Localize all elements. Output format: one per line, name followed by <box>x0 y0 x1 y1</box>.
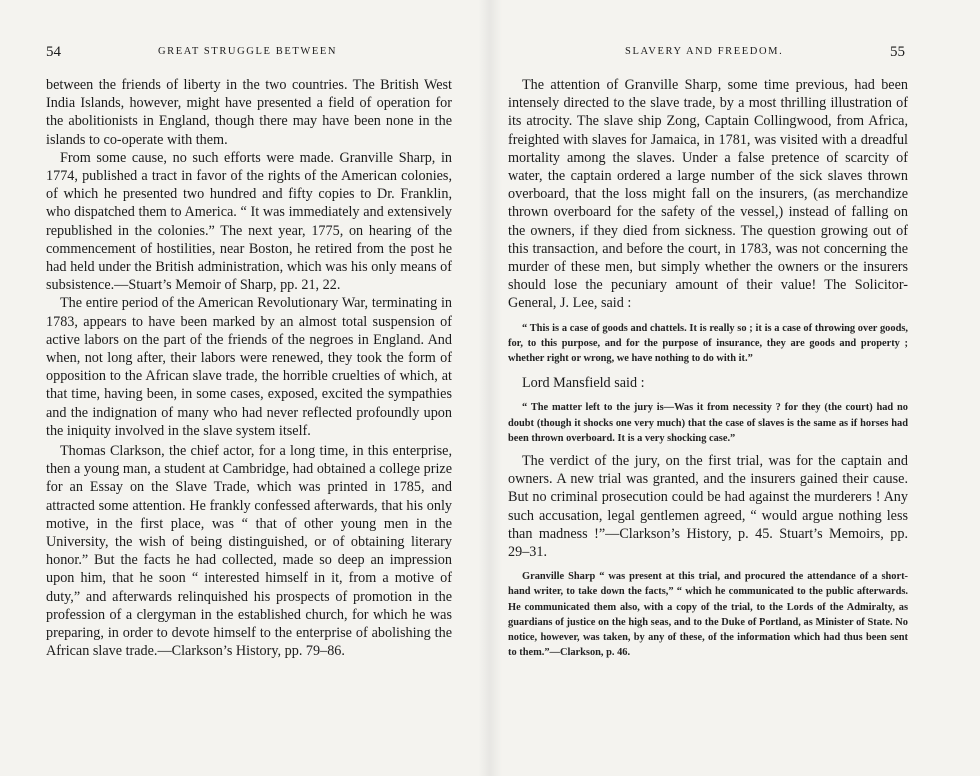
right-page <box>490 0 980 776</box>
footnote: Granville Sharp “ was present at this trial, and procured the attendance of a short-hand writer, to take down the facts,” “ which he communicated to the public afterwards. He communicated them also, with a copy of the trial, to the Lords of the Admiralty, as guardians of justice on the high seas, and to the Duke of Portland, as Minister of State. No notice, however, was taken, by any of these, of the information which had thus been sent to them.”—Clarkson, p. 46. <box>508 571 908 659</box>
paragraph: The verdict of the jury, on the first trial, was for the captain and owners. A new trial was granted, and the insurers gained their cause. But no criminal prosecution could be had against the murderers ! Any such accusation, legal gentlemen agreed, “ would argue nothing less than madness !”—Clarkson’s History, p. 45. Stuart’s Memoirs, pp. 29–31. <box>508 453 908 561</box>
paragraph: between the friends of liberty in the two countries. The British West India Islands, however, might have presented a field of operation for the abolitionists in England, though there may have been none in the islands to co-operate with them. <box>46 77 452 148</box>
block-quote: “ The matter left to the jury is—Was it from necessity ? for they (the court) had no doubt (though it shocks one very much) that the case of slaves is the same as if horses had been thrown overboard. It is a very shocking case.” <box>508 402 908 444</box>
left-page-body <box>46 76 452 661</box>
paragraph: The entire period of the American Revolutionary War, terminating in 1783, appears to have been marked by an almost total suspension of active labors on the part of the friends of the negroes in England. And when, not long after, their labors were renewed, they took the form of opposition to the African slave trade, the horrible cruelties of which, at that time, having been, in some cases, exposed, excited the sympathies and the indignation of many who had never reflected profoundly upon the iniquity involved in the slave system itself. <box>46 295 452 439</box>
paragraph: The attention of Granville Sharp, some time previous, had been intensely directed to the slave trade, by a most thrilling illustration of its atrocity. The slave ship Zong, Captain Collingwood, from Africa, freighted with slaves for Jamaica, in 1781, was visited with a dreadful mortality among the slaves. Under a false pretence of scarcity of water, the captain ordered a large number of the sick slaves thrown overboard, that the loss might fall on the insurers, (as merchandize thrown overboard for the safety of the vessel,) instead of falling on the owners, if they died from sickness. The question growing out of this transaction, and before the court, in 1783, was not concerning the murder of these men, but simply whether the owners or the insurers should lose the pecuniary amount of their value! The Solicitor-General, J. Lee, said : <box>508 77 908 312</box>
running-head-left: GREAT STRUGGLE BETWEEN <box>158 46 338 57</box>
page-number-left: 54 <box>46 44 61 60</box>
block-quote: “ This is a case of goods and chattels. It is really so ; it is a case of throwing over goods, for, to this purpose, and for the purpose of insurance, they are goods and property ; whether right or wrong, we have nothing to do with it.” <box>508 322 908 365</box>
paragraph: From some cause, no such efforts were made. Granville Sharp, in 1774, published a tract in favor of the rights of the American colonies, of which he presented two hundred and fifty copies to Dr. Franklin, who dispatched them to America. “ It was immediately and extensively republished in the colonies.” The next year, 1775, on hearing of the commencement of hostilities, near Boston, he retired from the post he had held under the British administration, which was his only means of subsistence.—Stuart’s Memoir of Sharp, pp. 21, 22. <box>46 149 452 294</box>
running-head-right: SLAVERY AND FREEDOM. <box>625 46 784 57</box>
paragraph: Thomas Clarkson, the chief actor, for a long time, in this enterprise, then a young man, a student at Cambridge, had obtained a college prize for an Essay on the Slave Trade, which was printed in 1785, and attracted some attention. He frankly confessed afterwards, that his only motive, in the first place, was “ that of other young men in the University, the wish of being distinguished, or of obtaining literary honor.” But the facts he had collected, made so deep an impression upon him, that he soon “ interested himself in it, from a motive of duty,” and afterwards relinquished his prospects of promotion in the profession of a clergyman in the established church, for which he was preparing, in order to devote himself to the enterprise of abolishing the African slave trade.—Clarkson’s History, pp. 79–86. <box>46 443 452 660</box>
subheading: Lord Mansfield said : <box>522 375 645 392</box>
page-number-right: 55 <box>890 44 905 60</box>
right-page-body <box>508 76 908 661</box>
